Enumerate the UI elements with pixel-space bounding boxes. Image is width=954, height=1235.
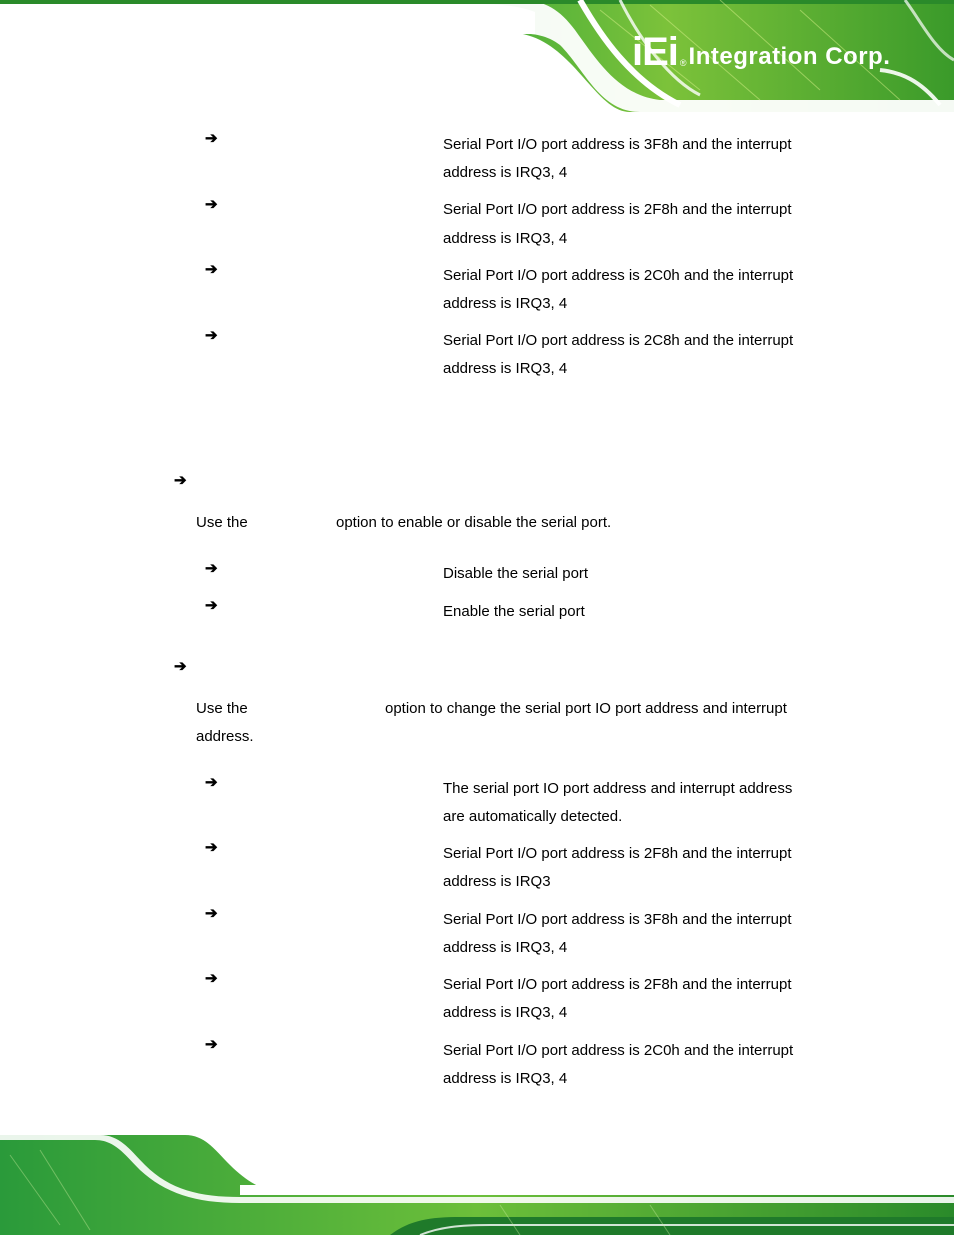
- option-desc: Serial Port I/O port address is 2C0h and the interrupt: [443, 1042, 794, 1059]
- section-description: option to change the serial port IO port address and interrupt: [385, 700, 787, 717]
- option-desc: address is IRQ3: [443, 873, 551, 890]
- arrow-icon: ➔: [205, 905, 218, 922]
- arrow-icon: ➔: [205, 839, 218, 856]
- logo-mark: iEi: [632, 30, 678, 74]
- use-the-label: Use the: [196, 514, 248, 531]
- arrow-icon: ➔: [205, 261, 218, 278]
- footer-banner: [0, 1135, 954, 1235]
- use-the-label: Use the: [196, 700, 248, 717]
- arrow-icon: ➔: [205, 327, 218, 344]
- arrow-icon: ➔: [205, 130, 218, 147]
- option-desc: address is IRQ3, 4: [443, 164, 568, 181]
- option-desc: Serial Port I/O port address is 2C8h and the interrupt: [443, 332, 794, 349]
- option-desc: are automatically detected.: [443, 808, 623, 825]
- option-desc: Serial Port I/O port address is 2F8h and the interrupt: [443, 201, 792, 218]
- option-desc: address is IRQ3, 4: [443, 230, 568, 247]
- section-arrow-icon: ➔: [174, 472, 187, 489]
- section-arrow-icon: ➔: [174, 658, 187, 675]
- option-desc: Serial Port I/O port address is 3F8h and the interrupt: [443, 911, 792, 928]
- option-desc: Serial Port I/O port address is 2C0h and the interrupt: [443, 267, 794, 284]
- logo-text: Integration Corp.: [688, 43, 891, 70]
- logo-registered: ®: [679, 58, 687, 68]
- option-desc: address is IRQ3, 4: [443, 360, 568, 377]
- arrow-icon: ➔: [205, 597, 218, 614]
- arrow-icon: ➔: [205, 970, 218, 987]
- option-desc: address is IRQ3, 4: [443, 1004, 568, 1021]
- arrow-icon: ➔: [205, 774, 218, 791]
- option-desc: address is IRQ3, 4: [443, 939, 568, 956]
- option-desc: The serial port IO port address and interrupt address: [443, 780, 793, 797]
- arrow-icon: ➔: [205, 196, 218, 213]
- option-desc: Serial Port I/O port address is 3F8h and the interrupt: [443, 136, 792, 153]
- option-desc: address is IRQ3, 4: [443, 295, 568, 312]
- section-description: option to enable or disable the serial port.: [336, 514, 612, 531]
- arrow-icon: ➔: [205, 1036, 218, 1053]
- option-desc: Serial Port I/O port address is 2F8h and the interrupt: [443, 845, 792, 862]
- company-logo: [632, 26, 890, 72]
- option-desc: address is IRQ3, 4: [443, 1070, 568, 1087]
- arrow-icon: ➔: [205, 560, 218, 577]
- option-desc: Disable the serial port: [443, 565, 589, 582]
- section-description-cont: address.: [196, 728, 254, 745]
- option-desc: Serial Port I/O port address is 2F8h and the interrupt: [443, 976, 792, 993]
- option-desc: Enable the serial port: [443, 603, 585, 620]
